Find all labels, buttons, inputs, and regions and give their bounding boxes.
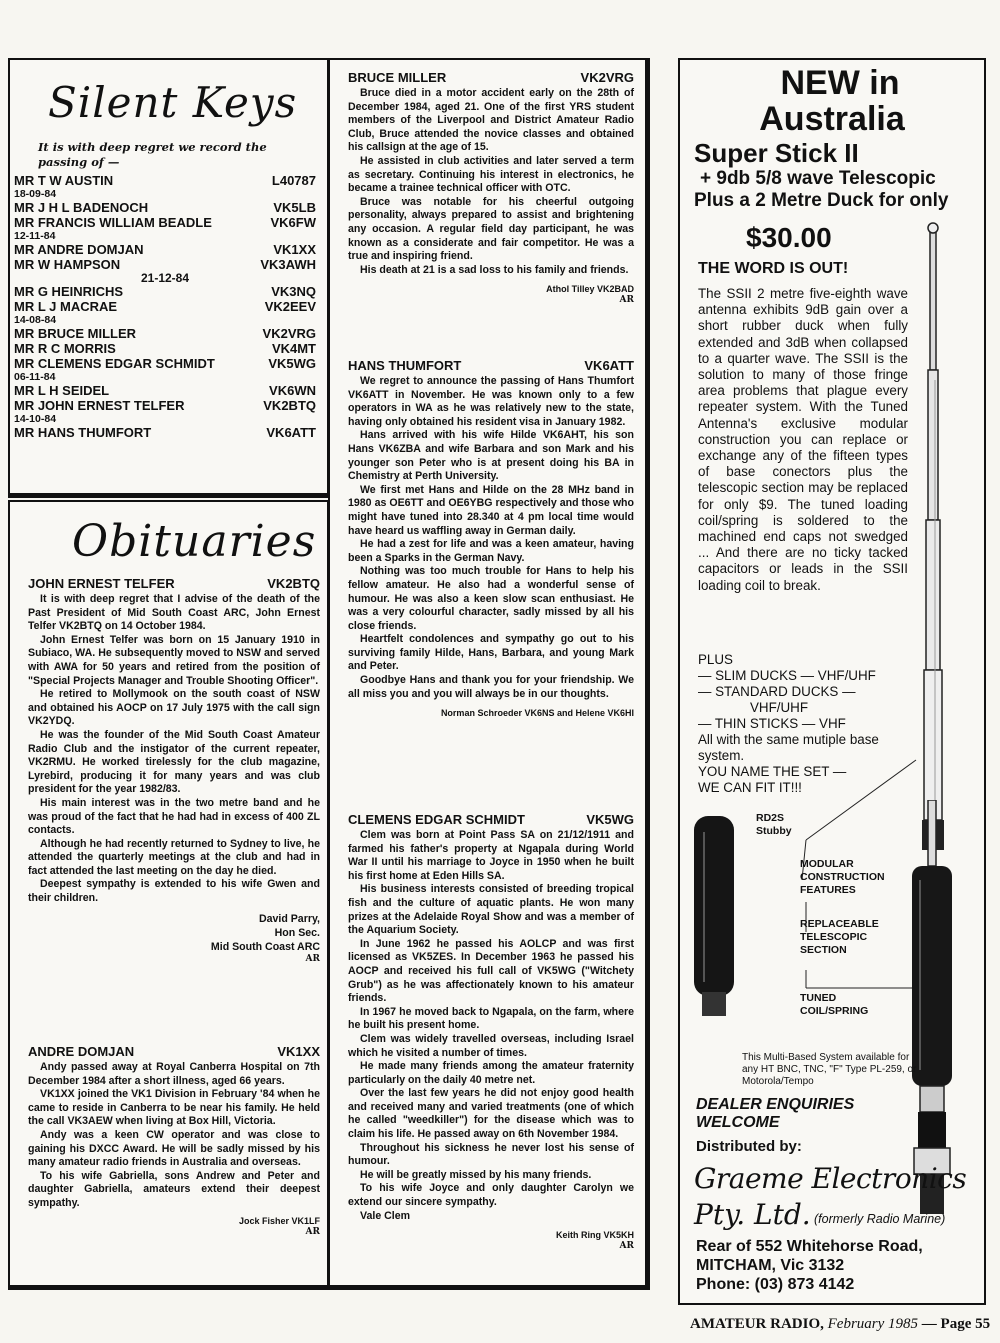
ad-plus-heading: PLUS bbox=[698, 652, 733, 667]
page-footer bbox=[690, 1316, 990, 1333]
label-modular-construction: MODULAR CONSTRUCTION FEATURES bbox=[800, 858, 885, 896]
telfer-signature-club: Mid South Coast ARC bbox=[210, 940, 320, 953]
paragraph: VK1XX joined the VK1 Division in February '84 when he came to reside in Canberra to be near his family. He held the call VK3AEW when living at Box Hill, Victoria. bbox=[28, 1088, 320, 1128]
schmidt-article bbox=[348, 812, 634, 1252]
multi-base-note: This Multi-Based System available for any HT BNC, TNC, "F" Type PL-259, or Motorola/Tempo bbox=[742, 1052, 917, 1087]
schmidt-signature: Keith Ring VK5KH bbox=[555, 1230, 634, 1241]
silent-key-name: MR JOHN ERNEST TELFER bbox=[14, 398, 185, 413]
thumfort-article bbox=[348, 358, 634, 719]
label-stubby: Stubby bbox=[756, 825, 792, 837]
antenna-advertisement bbox=[678, 58, 986, 1305]
silent-key-call: VK4MT bbox=[271, 341, 316, 356]
paragraph: He will be greatly missed by his many friends. bbox=[360, 1168, 592, 1181]
paragraph: He assisted in club activities and later served a term as secretary. Continuing his interest in electronics, he became a trainee technical officer with OTC. bbox=[348, 154, 634, 195]
thumfort-heading bbox=[348, 358, 634, 373]
thumfort-name: HANS THUMFORT bbox=[348, 358, 462, 373]
silent-key-row bbox=[14, 326, 316, 341]
silent-key-name: MR G HEINRICHS bbox=[14, 284, 124, 299]
paragraph: Hans arrived with his wife Hilde VK6AHT, his son Hans VK6ZBA and wife Barbara and son Mark and his younger son Peter who is at present doing his BA in Chemistry at Perth University. bbox=[348, 429, 634, 483]
paragraph: Andy passed away at Royal Canberra Hospital on 7th December 1984 after a short illness, aged 66 years. bbox=[28, 1061, 320, 1087]
paragraph: Clem was born at Point Pass SA on 21/12/1911 and farmed his father's property at Ngapala during World War II until his marriage to Joyce in 1950 when he built his first home at Eden Hills SA. bbox=[348, 829, 634, 882]
ad-description: The SSII 2 metre five-eighth wave antenna exhibits 9dB gain over a short rubber duck when fully extended and 3dB when collapsed to a quarter wave. The SSII is the solution to many of those fringe area problems that plague every repeater system. With the Tuned Antenna's exclusive modular construction you can replace or exchange any of the fifteen types of base conectors plus the telescopic section may be replaced for only $9. The tuned loading coil/spring is soldered to the machined end caps not swedged ... And there are no ticky tacked capacitors or leads in the SSII loading coil to break. bbox=[698, 286, 908, 593]
domjan-call: VK1XX bbox=[277, 1044, 320, 1059]
silent-key-row bbox=[14, 173, 316, 188]
paragraph: Although he had recently returned to Sydney to live, he attended the quarterly meetings at the club and had in fact attended the last meeting on the day he died. bbox=[28, 837, 320, 877]
paragraph: He had a zest for life and was a keen amateur, having been a Sparks in the German Navy. bbox=[348, 538, 634, 564]
dealer-welcome: WELCOME bbox=[696, 1114, 780, 1131]
schmidt-body bbox=[348, 829, 634, 1223]
silent-key-row bbox=[14, 383, 316, 398]
silent-key-call: VK2VRG bbox=[262, 326, 316, 341]
silent-key-date: 21-12-84 bbox=[140, 271, 190, 285]
silent-key-row bbox=[14, 215, 316, 230]
schmidt-ar-mark: AR bbox=[619, 1241, 634, 1252]
silent-key-call: VK6WN bbox=[269, 383, 316, 398]
silent-key-call: VK6ATT bbox=[266, 425, 316, 440]
silent-key-row bbox=[14, 425, 316, 440]
ad-plus-fit-it: WE CAN FIT IT!!! bbox=[698, 780, 802, 795]
silent-key-row bbox=[14, 200, 316, 215]
distributed-by: Distributed by: bbox=[696, 1138, 802, 1155]
paragraph: Clem was widely travelled overseas, including Israel which he visited a number of times. bbox=[348, 1032, 634, 1059]
thumfort-body bbox=[348, 375, 634, 701]
silent-key-name: MR ANDRE DOMJAN bbox=[14, 242, 144, 257]
paragraph: We first met Hans and Hilde on the 28 MHz band in 1980 as OE6TT and OE6YBG respectively and those who might have tuned into 28.340 at 4 pm local time would have heard us waffling away in German daily. bbox=[348, 483, 634, 537]
telfer-body bbox=[28, 593, 320, 906]
thumfort-call: VK6ATT bbox=[584, 358, 634, 373]
address-line1: Rear of 552 Whitehorse Road, bbox=[696, 1238, 923, 1255]
paragraph: He was the founder of the Mid South Coast Amateur Radio Club and the instigator of the current repeater, VK2RMU. He worked tirelessly for the club magazine, Lyrebird, producing it for many years and was club president for the year 1982/83. bbox=[28, 728, 320, 796]
miller-heading bbox=[348, 70, 634, 85]
silent-key-row bbox=[14, 242, 316, 257]
miller-body bbox=[348, 87, 634, 277]
obituaries-title: Obituaries bbox=[72, 516, 317, 567]
silent-keys-list bbox=[14, 173, 316, 440]
domjan-body bbox=[28, 1061, 320, 1211]
silent-key-name: MR R C MORRIS bbox=[14, 341, 116, 356]
ad-duck-line: Plus a 2 Metre Duck for only bbox=[694, 190, 949, 211]
paragraph: John Ernest Telfer was born on 15 January 1910 in Subiaco, WA. He subsequently moved to NSW and served with AWA for 50 years and retired from the position of "Special Projects Manager and Trouble Shooting Officer". bbox=[28, 633, 320, 687]
ad-plus-name-set: YOU NAME THE SET — bbox=[698, 764, 847, 779]
ad-telescopic-line: + 9db 5/8 wave Telescopic bbox=[700, 168, 936, 189]
paragraph: Bruce died in a motor accident early on the 28th of December 1984, aged 21. One of the first YRS student members of the Liverpool and District Amateur Radio Club, Bruce attended the novice classes and obtained his callsign at the age of 15. bbox=[348, 87, 634, 154]
paragraph: Andy was a keen CW operator and was close to gaining his DXCC Award. He will be sadly missed by his many amateur radio friends in Australia and overseas. bbox=[28, 1128, 320, 1169]
silent-key-date: 14-10-84 bbox=[14, 413, 57, 425]
middle-column-box bbox=[328, 58, 650, 1290]
ad-plus-standard-ducks-band: VHF/UHF bbox=[750, 700, 809, 715]
paragraph: Heartfelt condolences and sympathy go out to his surviving family Hilde, Hans, Barbara, and young Mark and Peter. bbox=[348, 633, 634, 673]
footer-issue: February 1985 bbox=[827, 1316, 919, 1332]
footer-magazine: AMATEUR RADIO, bbox=[690, 1316, 824, 1332]
paragraph: We regret to announce the passing of Hans Thumfort VK6ATT in November. He was known only to a few operators in WA as he was relatively new to the state, having only obtained his resident visa in January 1982. bbox=[348, 375, 634, 428]
address-line2: MITCHAM, Vic 3132 bbox=[696, 1257, 845, 1274]
miller-ar-mark: AR bbox=[619, 295, 634, 306]
ad-plus-base-system: All with the same mutiple base system. bbox=[698, 732, 879, 763]
telfer-article bbox=[28, 576, 320, 965]
ad-plus-standard-ducks: — STANDARD DUCKS — bbox=[698, 684, 856, 699]
silent-key-call: VK2BTQ bbox=[263, 398, 316, 413]
thumfort-signature: Norman Schroeder VK6NS and Helene VK6HI bbox=[440, 708, 634, 719]
silent-key-date: 14-08-84 bbox=[14, 314, 57, 326]
silent-key-name: MR BRUCE MILLER bbox=[14, 326, 137, 341]
telfer-name: JOHN ERNEST TELFER bbox=[28, 576, 175, 591]
silent-key-name: MR HANS THUMFORT bbox=[14, 425, 152, 440]
label-rd2s: RD2S bbox=[756, 812, 785, 824]
ad-product-name: Super Stick II bbox=[694, 138, 859, 168]
schmidt-heading bbox=[348, 812, 634, 827]
miller-name: BRUCE MILLER bbox=[348, 70, 447, 85]
dealer-enquiries: DEALER ENQUIRIES bbox=[696, 1096, 855, 1113]
silent-key-name: MR T W AUSTIN bbox=[14, 173, 114, 188]
ad-word-is-out: THE WORD IS OUT! bbox=[698, 260, 849, 277]
obituaries-box bbox=[8, 500, 332, 1290]
silent-key-call: VK6FW bbox=[270, 215, 316, 230]
silent-key-row bbox=[14, 257, 316, 272]
paragraph: To his wife Gabriella, sons Andrew and Peter and daughter Gabriella, amateurs extend their deepest sympathy. bbox=[28, 1169, 320, 1209]
ad-headline-new: NEW in bbox=[780, 64, 900, 102]
silent-key-date: 06-11-84 bbox=[14, 371, 56, 383]
silent-keys-box bbox=[8, 58, 332, 498]
silent-key-name: MR L H SEIDEL bbox=[14, 383, 110, 398]
ad-plus-slim-ducks: — SLIM DUCKS — VHF/UHF bbox=[698, 668, 876, 683]
silent-key-call: L40787 bbox=[271, 173, 316, 188]
silent-key-call: VK3AWH bbox=[260, 257, 316, 272]
silent-key-call: VK2EEV bbox=[264, 299, 316, 314]
silent-key-row bbox=[14, 398, 316, 413]
schmidt-name: CLEMENS EDGAR SCHMIDT bbox=[348, 812, 525, 827]
paragraph: It is with deep regret that I advise of the death of the Past President of Mid South Coast ARC, John Ernest Telfer VK2BTQ on 14 October 1984. bbox=[28, 593, 320, 633]
domjan-name: ANDRE DOMJAN bbox=[28, 1044, 135, 1059]
paragraph: Throughout his sickness he never lost his sense of humour. bbox=[348, 1141, 634, 1168]
schmidt-call: VK5WG bbox=[586, 812, 634, 827]
domjan-article bbox=[28, 1044, 320, 1238]
silent-key-row bbox=[14, 299, 316, 314]
silent-key-row bbox=[14, 356, 316, 371]
paragraph: His business interests consisted of breeding tropical fish and the culture of aquatic plants. He won many prizes at the Adelaide Royal Show and was a member of the Aquarium Society. bbox=[348, 883, 634, 937]
ad-headline-australia: Australia bbox=[759, 100, 905, 138]
formerly-radio-marine: (formerly Radio Marine) bbox=[814, 1212, 946, 1226]
miller-signature: Athol Tilley VK2BAD bbox=[546, 284, 634, 295]
silent-key-call: VK3NQ bbox=[271, 284, 316, 299]
label-replaceable-telescopic: REPLACEABLE TELESCOPIC SECTION bbox=[800, 918, 879, 956]
ad-price: $30.00 bbox=[746, 222, 832, 253]
domjan-signature: Jock Fisher VK1LF bbox=[238, 1215, 320, 1226]
label-tuned-coil: TUNED COIL/SPRING bbox=[800, 992, 869, 1017]
telfer-heading bbox=[28, 576, 320, 591]
paragraph: In 1967 he moved back to Ngapala, on the farm, where he built his present home. bbox=[348, 1005, 634, 1032]
telfer-call: VK2BTQ bbox=[267, 576, 320, 591]
paragraph: Vale Clem bbox=[360, 1209, 411, 1222]
silent-key-row bbox=[14, 341, 316, 356]
paragraph: He retired to Mollymook on the south coast of NSW and obtained his AOCP on 17 July 1975 with the call sign VK2YDQ. bbox=[28, 688, 320, 728]
telfer-signature-title: Hon Sec. bbox=[274, 926, 320, 939]
silent-key-name: MR W HAMPSON bbox=[14, 257, 121, 272]
paragraph: Bruce was notable for his cheerful outgoing personality, always prepared to assist and brightening any occasion. A regular field day participant, he was known as a considerate and fair competitor. He was a true and inspiring friend. bbox=[348, 195, 634, 263]
miller-call: VK2VRG bbox=[580, 70, 634, 85]
paragraph: In June 1962 he passed his AOLCP and was first licensed as VK5ZES. In December 1963 he passed his AOCP and received his full call of VK5WG ("Witchety Grub") as he was affectionately known to his amateur friends. bbox=[348, 937, 634, 1005]
silent-key-name: MR FRANCIS WILLIAM BEADLE bbox=[14, 215, 212, 230]
phone-number: Phone: (03) 873 4142 bbox=[696, 1276, 855, 1293]
silent-key-date: 12-11-84 bbox=[14, 230, 56, 242]
domjan-ar-mark: AR bbox=[305, 1226, 320, 1237]
domjan-heading bbox=[28, 1044, 320, 1059]
paragraph: Over the last few years he did not enjoy good health and received many and varied treatments (one of which he called "weedkiller") for the disease which was to claim his life. He passed away on 6th November 1984. bbox=[348, 1087, 634, 1141]
ad-plus-thin-sticks: — THIN STICKS — VHF bbox=[698, 716, 846, 731]
silent-key-row bbox=[14, 284, 316, 299]
company-logo-line2: Pty. Ltd. bbox=[694, 1198, 811, 1231]
paragraph: To his wife Joyce and only daughter Carolyn we extend our sincere sympathy. bbox=[348, 1182, 634, 1209]
silent-keys-intro: It is with deep regret we record the passing of — bbox=[38, 140, 267, 169]
paragraph: He made many friends among the amateur fraternity particularly on the daily 40 metre net. bbox=[348, 1060, 634, 1086]
paragraph: His death at 21 is a sad loss to his family and friends. bbox=[360, 263, 629, 276]
paragraph: His main interest was in the two metre band and he was proud of the fact that he had had in excess of 400 ZL contacts. bbox=[28, 796, 320, 837]
company-logo-line1: Graeme Electronics bbox=[694, 1162, 967, 1195]
silent-key-call: VK1XX bbox=[273, 242, 316, 257]
silent-key-call: VK5LB bbox=[273, 200, 316, 215]
silent-keys-title: Silent Keys bbox=[48, 78, 298, 127]
telfer-ar-mark: AR bbox=[305, 953, 320, 964]
telfer-signature-name: David Parry, bbox=[258, 912, 320, 925]
miller-article bbox=[348, 70, 634, 306]
silent-key-call: VK5WG bbox=[268, 356, 316, 371]
silent-key-name: MR CLEMENS EDGAR SCHMIDT bbox=[14, 356, 215, 371]
silent-key-date: 18-09-84 bbox=[14, 188, 57, 200]
paragraph: Nothing was too much trouble for Hans to help his fellow amateur. He also had a wonderful sense of humour. He was also a keen slow scan enthusiast. He was a very colourful character, sadly missed by all his close friends. bbox=[348, 565, 634, 632]
paragraph: Deepest sympathy is extended to his wife Gwen and their children. bbox=[28, 878, 320, 905]
footer-page: — Page 55 bbox=[921, 1316, 991, 1332]
paragraph: Goodbye Hans and thank you for your friendship. We all miss you and you will always be in our thoughts. bbox=[348, 674, 634, 700]
silent-key-name: MR L J MACRAE bbox=[14, 299, 118, 314]
silent-key-name: MR J H L BADENOCH bbox=[14, 200, 149, 215]
